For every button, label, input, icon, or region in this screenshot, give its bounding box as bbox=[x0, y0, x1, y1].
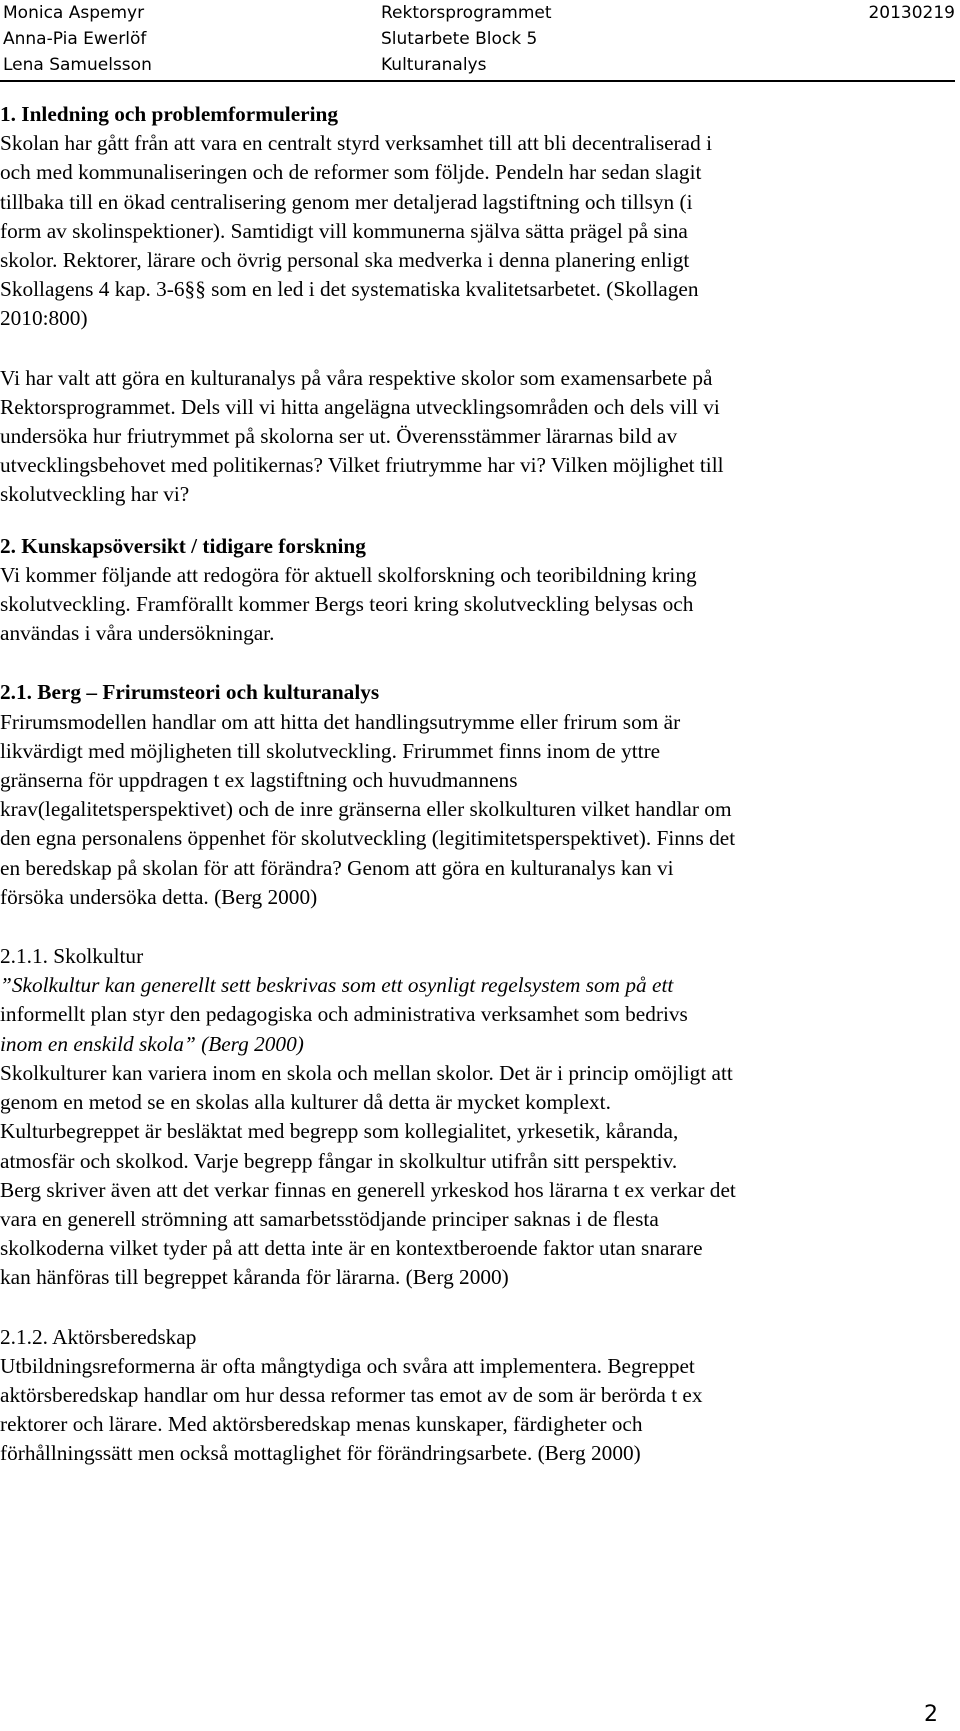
text-line: kan hänföras till begreppet kåranda för lärarna. (Berg 2000) bbox=[0, 1265, 509, 1290]
text-line: aktörsberedskap handlar om hur dessa reformer tas emot av de som är berörda t ex bbox=[0, 1382, 703, 1407]
text-line: undersöka hur friutrymmet på skolorna ser ut. Överensstämmer lärarnas bild av bbox=[0, 424, 678, 449]
text-line: Frirumsmodellen handlar om att hitta det handlingsutrymme eller frirum som är bbox=[0, 709, 681, 734]
section-heading: 1. Inledning och problemformulering bbox=[0, 102, 339, 126]
text-line: Utbildningsreformerna är ofta mångtydiga och svåra att implementera. Begreppet bbox=[0, 1353, 695, 1378]
document-topic: Kulturanalys bbox=[381, 55, 487, 75]
program-name: Rektorsprogrammet bbox=[381, 3, 552, 23]
document-body bbox=[0, 100, 940, 1469]
text-line: försöka undersöka detta. (Berg 2000) bbox=[0, 884, 318, 909]
author-name: Anna-Pia Ewerlöf bbox=[3, 29, 147, 49]
text-line: Kulturbegreppet är besläktat med begrepp som kollegialitet, yrkesetik, kåranda, bbox=[0, 1119, 679, 1144]
text-line: skolutveckling. Framförallt kommer Bergs teori kring skolutveckling belysas och bbox=[0, 592, 694, 617]
text-line: gränserna för uppdragen t ex lagstiftning och huvudmannens bbox=[0, 768, 518, 793]
header-row-1 bbox=[0, 0, 955, 26]
text-line: användas i våra undersökningar. bbox=[0, 621, 275, 646]
subsection-heading: 2.1. Berg – Frirumsteori och kulturanalys bbox=[0, 680, 380, 705]
text-line: skolutveckling har vi? bbox=[0, 482, 190, 507]
paragraph-gap bbox=[0, 334, 940, 364]
text-line: rektorer och lärare. Med aktörsberedskap menas kunskaper, färdigheter och bbox=[0, 1412, 643, 1437]
paragraph-gap bbox=[0, 648, 940, 678]
page-number: 2 bbox=[924, 1702, 938, 1727]
text-line: Berg skriver även att det verkar finnas en generell yrkeskod hos lärarna t ex verkar det bbox=[0, 1177, 736, 1202]
text-line: 2010:800) bbox=[0, 306, 88, 331]
text-line: Skollagens 4 kap. 3-6§§ som en led i det systematiska kvalitetsarbetet. (Skollagen bbox=[0, 277, 699, 302]
text-line: Skolkulturer kan variera inom en skola och mellan skolor. Det är i princip omöjligt att bbox=[0, 1060, 733, 1085]
text-line: form av skolinspektioner). Samtidigt vill kommunerna själva sätta prägel på sina bbox=[0, 218, 688, 243]
paragraph-gap bbox=[0, 912, 940, 942]
text-line: en beredskap på skolan för att förändra? Genom att göra en kulturanalys kan vi bbox=[0, 855, 674, 880]
text-line: krav(legalitetsperspektivet) och de inre gränserna eller skolkulturen vilket handlar om bbox=[0, 797, 732, 822]
author-name: Lena Samuelsson bbox=[3, 55, 152, 75]
text-line: Skolan har gått från att vara en centralt styrd verksamhet till att bli decentraliserad i bbox=[0, 131, 712, 156]
assignment-name: Slutarbete Block 5 bbox=[381, 29, 538, 49]
header-date: 20130219 bbox=[868, 3, 955, 23]
text-line: utvecklingsbehovet med politikernas? Vilket friutrymme har vi? Vilken möjlighet till bbox=[0, 453, 724, 478]
text-line: skolor. Rektorer, lärare och övrig personal ska medverka i denna planering enligt bbox=[0, 248, 690, 273]
header-row-3 bbox=[0, 52, 955, 78]
quote-line: informellt plan styr den pedagogiska och administrativa verksamhet som bedrivs bbox=[0, 1002, 688, 1027]
quote-line: ”Skolkultur kan generellt sett beskrivas som ett osynligt regelsystem som på ett bbox=[0, 973, 674, 998]
header-divider bbox=[0, 80, 955, 82]
paragraph-gap bbox=[0, 510, 940, 532]
text-line: genom en metod se en skolas alla kulturer då detta är mycket komplext. bbox=[0, 1090, 611, 1115]
text-line: förhållningssätt men också mottaglighet för förändringsarbete. (Berg 2000) bbox=[0, 1441, 641, 1466]
paragraph-gap bbox=[0, 1293, 940, 1323]
author-name: Monica Aspemyr bbox=[3, 3, 145, 23]
section-heading: 2. Kunskapsöversikt / tidigare forskning bbox=[0, 533, 366, 558]
text-line: Vi kommer följande att redogöra för aktuell skolforskning och teoribildning kring bbox=[0, 562, 697, 587]
text-line: atmosfär och skolkod. Varje begrepp fångar in skolkultur utifrån sitt perspektiv. bbox=[0, 1148, 678, 1173]
text-line: tillbaka till en ökad centralisering genom mer detaljerad lagstiftning och tillsyn (i bbox=[0, 189, 693, 214]
text-line: och med kommunaliseringen och de reformer som följde. Pendeln har sedan slagit bbox=[0, 160, 702, 185]
quote-line: inom en enskild skola” (Berg 2000) bbox=[0, 1031, 304, 1056]
subsection-heading: 2.1.2. Aktörsberedskap bbox=[0, 1324, 197, 1349]
text-line: Vi har valt att göra en kulturanalys på våra respektive skolor som examensarbete på bbox=[0, 365, 713, 390]
text-line: den egna personalens öppenhet för skolutveckling (legitimitetsperspektivet). Finns det bbox=[0, 826, 736, 851]
page-header bbox=[0, 0, 960, 84]
text-line: likvärdigt med möjligheten till skolutveckling. Frirummet finns inom de yttre bbox=[0, 738, 661, 763]
subsection-heading: 2.1.1. Skolkultur bbox=[0, 944, 144, 969]
text-line: skolkoderna vilket tyder på att detta inte är en kontextberoende faktor utan snarare bbox=[0, 1236, 703, 1261]
text-line: vara en generell strömning att samarbetsstödjande principer saknas i de flesta bbox=[0, 1206, 659, 1231]
header-row-2 bbox=[0, 26, 955, 52]
text-line: Rektorsprogrammet. Dels vill vi hitta angelägna utvecklingsområden och dels vill vi bbox=[0, 394, 720, 419]
